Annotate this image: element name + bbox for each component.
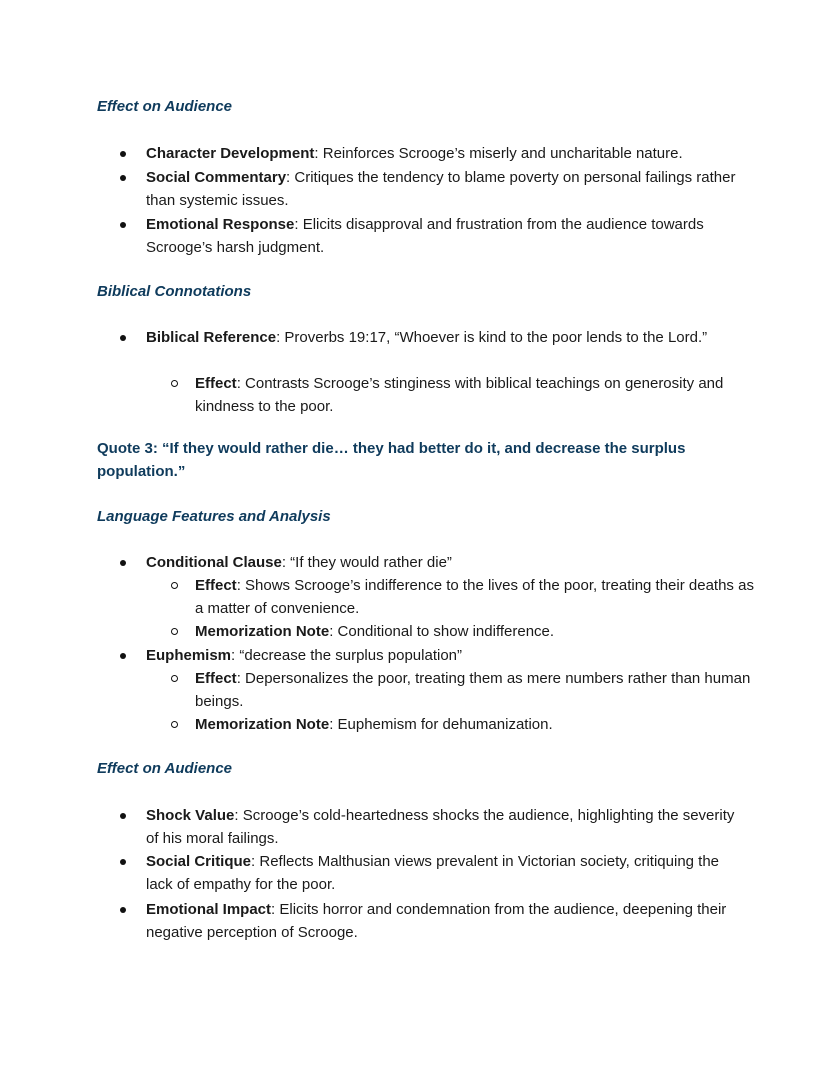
item-label: Conditional Clause	[146, 554, 282, 571]
bullet-icon	[120, 175, 126, 181]
item-text: : Conditional to show indifference.	[329, 623, 555, 640]
item-text: : “If they would rather die”	[281, 554, 452, 571]
item-label: Social Commentary	[146, 169, 287, 186]
bullet-icon	[120, 813, 126, 819]
bullet-icon	[120, 907, 126, 913]
bullet-icon	[120, 222, 126, 228]
list-item	[146, 213, 746, 259]
list-item	[146, 326, 746, 349]
list-item	[146, 166, 746, 212]
item-label: Memorization Note	[195, 716, 330, 733]
list-item	[146, 142, 746, 165]
item-text: : “decrease the surplus population”	[231, 647, 463, 664]
item-label: Effect	[195, 670, 237, 687]
item-text: : Proverbs 19:17, “Whoever is kind to the poor lends to the Lord.”	[276, 329, 708, 346]
item-label: Character Development	[146, 145, 315, 162]
list-item	[146, 898, 746, 944]
list-item	[146, 804, 746, 850]
circle-bullet-icon	[171, 582, 178, 589]
item-label: Biblical Reference	[146, 329, 277, 346]
item-label: Memorization Note	[195, 623, 330, 640]
item-label: Euphemism	[146, 647, 232, 664]
item-label: Effect	[195, 375, 237, 392]
section-heading-biblical-connotations: Biblical Connotations	[97, 283, 252, 300]
item-text: : Elicits disapproval and frustration from the audience towards Scrooge’s harsh judgment.	[146, 216, 704, 256]
bullet-icon	[120, 653, 126, 659]
sub-list-item	[195, 667, 755, 713]
item-text: : Euphemism for dehumanization.	[329, 716, 553, 733]
section-heading-effect-on-audience: Effect on Audience	[97, 98, 233, 115]
section-heading-effect-on-audience: Effect on Audience	[97, 760, 233, 777]
item-text: : Depersonalizes the poor, treating them as mere numbers rather than human beings.	[195, 670, 751, 710]
item-text: : Elicits horror and condemnation from the audience, deepening their negative perception of Scrooge.	[146, 901, 727, 941]
list-item	[146, 644, 746, 667]
item-text: : Critiques the tendency to blame poverty on personal failings rather than systemic issues.	[146, 169, 736, 209]
circle-bullet-icon	[171, 380, 178, 387]
circle-bullet-icon	[171, 675, 178, 682]
item-text: : Reinforces Scrooge’s miserly and uncharitable nature.	[314, 145, 683, 162]
item-text: : Reflects Malthusian views prevalent in Victorian society, critiquing the lack of empathy for the poor.	[146, 853, 720, 893]
circle-bullet-icon	[171, 628, 178, 635]
item-label: Emotional Response	[146, 216, 295, 233]
item-label: Shock Value	[146, 807, 235, 824]
sub-list-item	[195, 713, 755, 736]
bullet-icon	[120, 859, 126, 865]
item-text: : Contrasts Scrooge’s stinginess with biblical teachings on generosity and kindness to the poor.	[195, 375, 724, 415]
bullet-icon	[120, 151, 126, 157]
item-label: Emotional Impact	[146, 901, 272, 918]
item-label: Social Critique	[146, 853, 252, 870]
list-item	[146, 551, 746, 574]
sub-list-item	[195, 372, 755, 418]
item-text: : Scrooge’s cold-heartedness shocks the audience, highlighting the severity of his moral failings.	[146, 807, 735, 847]
circle-bullet-icon	[171, 721, 178, 728]
bullet-icon	[120, 560, 126, 566]
list-item	[146, 850, 746, 896]
item-label: Effect	[195, 577, 237, 594]
sub-list-item	[195, 620, 755, 643]
sub-list-item	[195, 574, 755, 620]
bullet-icon	[120, 335, 126, 341]
quote-heading: Quote 3: “If they would rather die… they had better do it, and decrease the surplus population.”	[97, 440, 686, 480]
section-heading-language-features: Language Features and Analysis	[97, 508, 331, 525]
item-text: : Shows Scrooge’s indifference to the lives of the poor, treating their deaths as a matter of convenience.	[195, 577, 754, 617]
